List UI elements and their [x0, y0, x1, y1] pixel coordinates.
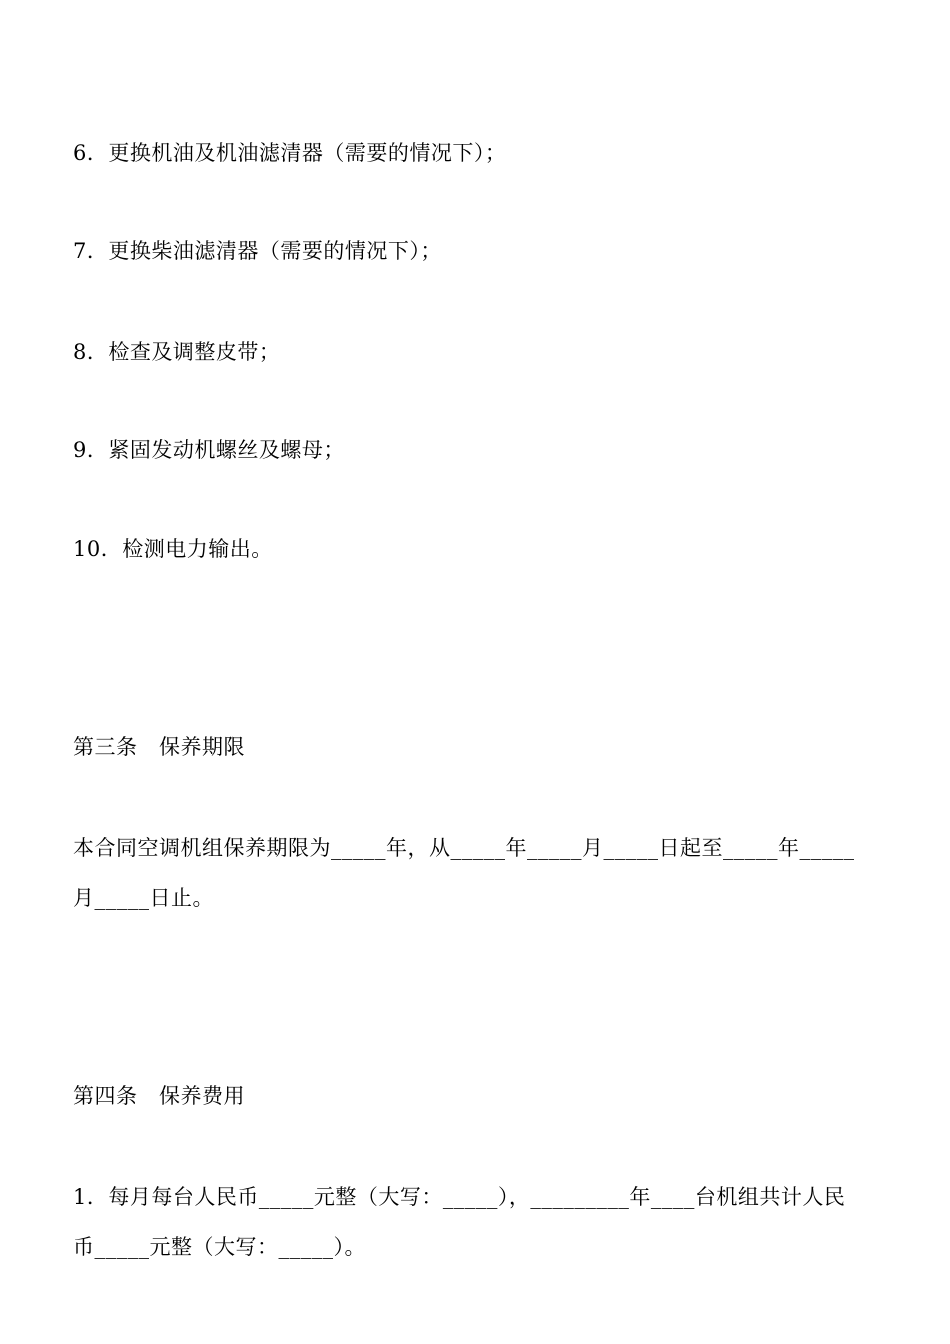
list-item: 9．紧固发动机螺丝及螺母；: [73, 438, 345, 462]
paragraph-line: 本合同空调机组保养期限为_____年，从_____年_____月_____日起至_____年_____: [73, 836, 855, 860]
paragraph-line: 1．每月每台人民币_____元整（大写：_____），_________年____台机组共计人民: [73, 1185, 846, 1209]
section-heading: 第三条 保养期限: [73, 735, 245, 759]
list-item: 8．检查及调整皮带；: [73, 340, 281, 364]
section-heading: 第四条 保养费用: [73, 1084, 245, 1108]
list-item: 7．更换柴油滤清器（需要的情况下）；: [73, 239, 442, 263]
paragraph-line: 月_____日止。: [73, 886, 214, 910]
paragraph-line: 币_____元整（大写：_____）。: [73, 1235, 366, 1259]
list-item: 6．更换机油及机油滤清器（需要的情况下）；: [73, 141, 507, 165]
list-item: 10．检测电力输出。: [73, 537, 273, 561]
